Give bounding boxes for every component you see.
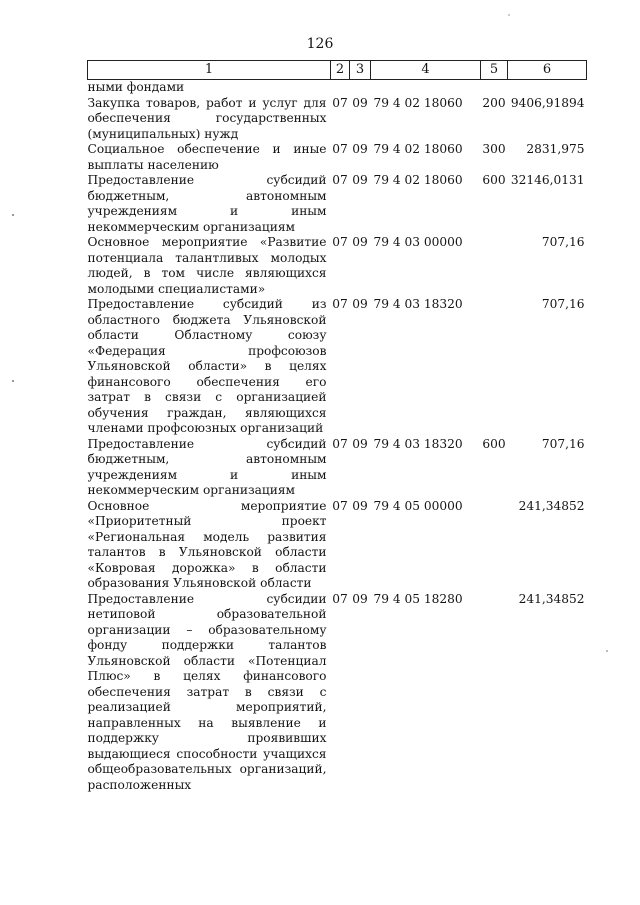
row-target: 79 4 02 18060: [373, 142, 463, 156]
table-row: [88, 592, 587, 794]
table-row: [88, 142, 587, 173]
row-expense-type: [481, 297, 508, 437]
row-amount: 241,34852: [518, 498, 585, 513]
row-section: 07: [332, 436, 348, 451]
row-expense-type: [481, 80, 508, 96]
row-target: 79 4 03 18320: [373, 297, 463, 311]
row-name: Основное мероприятие «Развитие потенциала талантливых молодых людей, в том числе являющихся молодыми специалистами»: [87, 235, 327, 296]
page-number: 126: [306, 36, 334, 52]
row-subsection: 09: [352, 142, 368, 156]
row-target: 79 4 05 18280: [373, 591, 463, 606]
row-section: 07: [332, 235, 348, 249]
row-target: 79 4 03 18320: [373, 436, 463, 451]
scan-speck: [12, 214, 14, 216]
row-section: 07: [332, 173, 348, 187]
row-amount: [508, 80, 587, 96]
table-row: [88, 437, 587, 499]
row-amount: 707,16: [541, 436, 585, 451]
row-expense-type: [481, 499, 508, 592]
row-expense-type: 600: [482, 436, 506, 451]
row-name: Предоставление субсидии нетиповой образовательной организации – образовательному фонду поддержки талантов Ульяновской области «Потенциал Плюс» в целях финансового обеспечения затрат в связи с реализацией мероприятий, направленных на выявление и поддержку проявивших выдающиеся способности учащихся общеобразовательных организаций, расположенных: [87, 591, 327, 792]
row-subsection: 09: [352, 297, 368, 311]
row-section: 07: [332, 591, 348, 606]
scan-speck: [606, 650, 608, 652]
scan-speck: [508, 14, 510, 16]
row-target: 79 4 05 00000: [373, 498, 463, 513]
row-name: Закупка товаров, работ и услуг для обеспечения государственных (муниципальных) нужд: [87, 95, 327, 141]
row-subsection: 09: [352, 498, 368, 513]
row-subsection: 09: [352, 173, 368, 187]
row-subsection: 09: [352, 436, 368, 451]
row-expense-type: 300: [482, 142, 506, 156]
row-expense-type: 200: [482, 95, 506, 110]
row-amount: 9406,91894: [510, 95, 585, 110]
column-header-name: 1: [88, 61, 331, 80]
row-name: Социальное обеспечение и иные выплаты населению: [87, 142, 327, 172]
row-amount: 2831,975: [526, 142, 585, 156]
row-amount: 241,34852: [518, 591, 585, 606]
table-row: [88, 96, 587, 143]
row-subsection: 09: [352, 95, 368, 110]
row-target: 79 4 02 18060: [373, 95, 463, 110]
row-name: Предоставление субсидий из областного бюджета Ульяновской области Областному союзу «Федерация профсоюзов Ульяновской области» в целях финансового обеспечения его затрат в связи с организацией обучения граждан, являющихся членами профсоюзных организаций: [87, 297, 327, 435]
row-amount: 32146,0131: [510, 173, 585, 187]
row-expense-type: [481, 592, 508, 794]
row-target: [371, 80, 481, 96]
row-section: 07: [332, 498, 348, 513]
scan-speck: [12, 380, 14, 382]
row-section: [331, 80, 350, 96]
row-amount: 707,16: [541, 235, 585, 249]
row-expense-type: [481, 235, 508, 297]
row-name: ными фондами: [87, 80, 185, 94]
row-expense-type: 600: [482, 173, 506, 187]
table-row: [88, 499, 587, 592]
column-header-section: 2: [331, 61, 350, 80]
row-name: Предоставление субсидий бюджетным, автономным учреждениям и иным некоммерческим организациям: [87, 436, 327, 497]
budget-table: [87, 60, 587, 793]
table-row: [88, 173, 587, 235]
table-row: [88, 80, 587, 96]
row-name: Основное мероприятие «Приоритетный проект «Региональная модель развития талантов в Ульяновской области «Ковровая дорожка» в области образования Ульяновской области: [87, 498, 327, 590]
row-subsection: 09: [352, 235, 368, 249]
row-name: Предоставление субсидий бюджетным, автономным учреждениям и иным некоммерческим организациям: [87, 173, 327, 234]
column-header-amount: 6: [508, 61, 587, 80]
row-subsection: 09: [352, 591, 368, 606]
table-row: [88, 235, 587, 297]
row-section: 07: [332, 142, 348, 156]
column-header-expense-type: 5: [481, 61, 508, 80]
table-row: [88, 297, 587, 437]
row-section: 07: [332, 95, 348, 110]
row-section: 07: [332, 297, 348, 311]
column-header-subsection: 3: [350, 61, 371, 80]
column-header-target: 4: [371, 61, 481, 80]
row-target: 79 4 02 18060: [373, 173, 463, 187]
table-header-row: [88, 61, 587, 80]
row-amount: 707,16: [541, 297, 585, 311]
row-subsection: [350, 80, 371, 96]
row-target: 79 4 03 00000: [373, 235, 463, 249]
